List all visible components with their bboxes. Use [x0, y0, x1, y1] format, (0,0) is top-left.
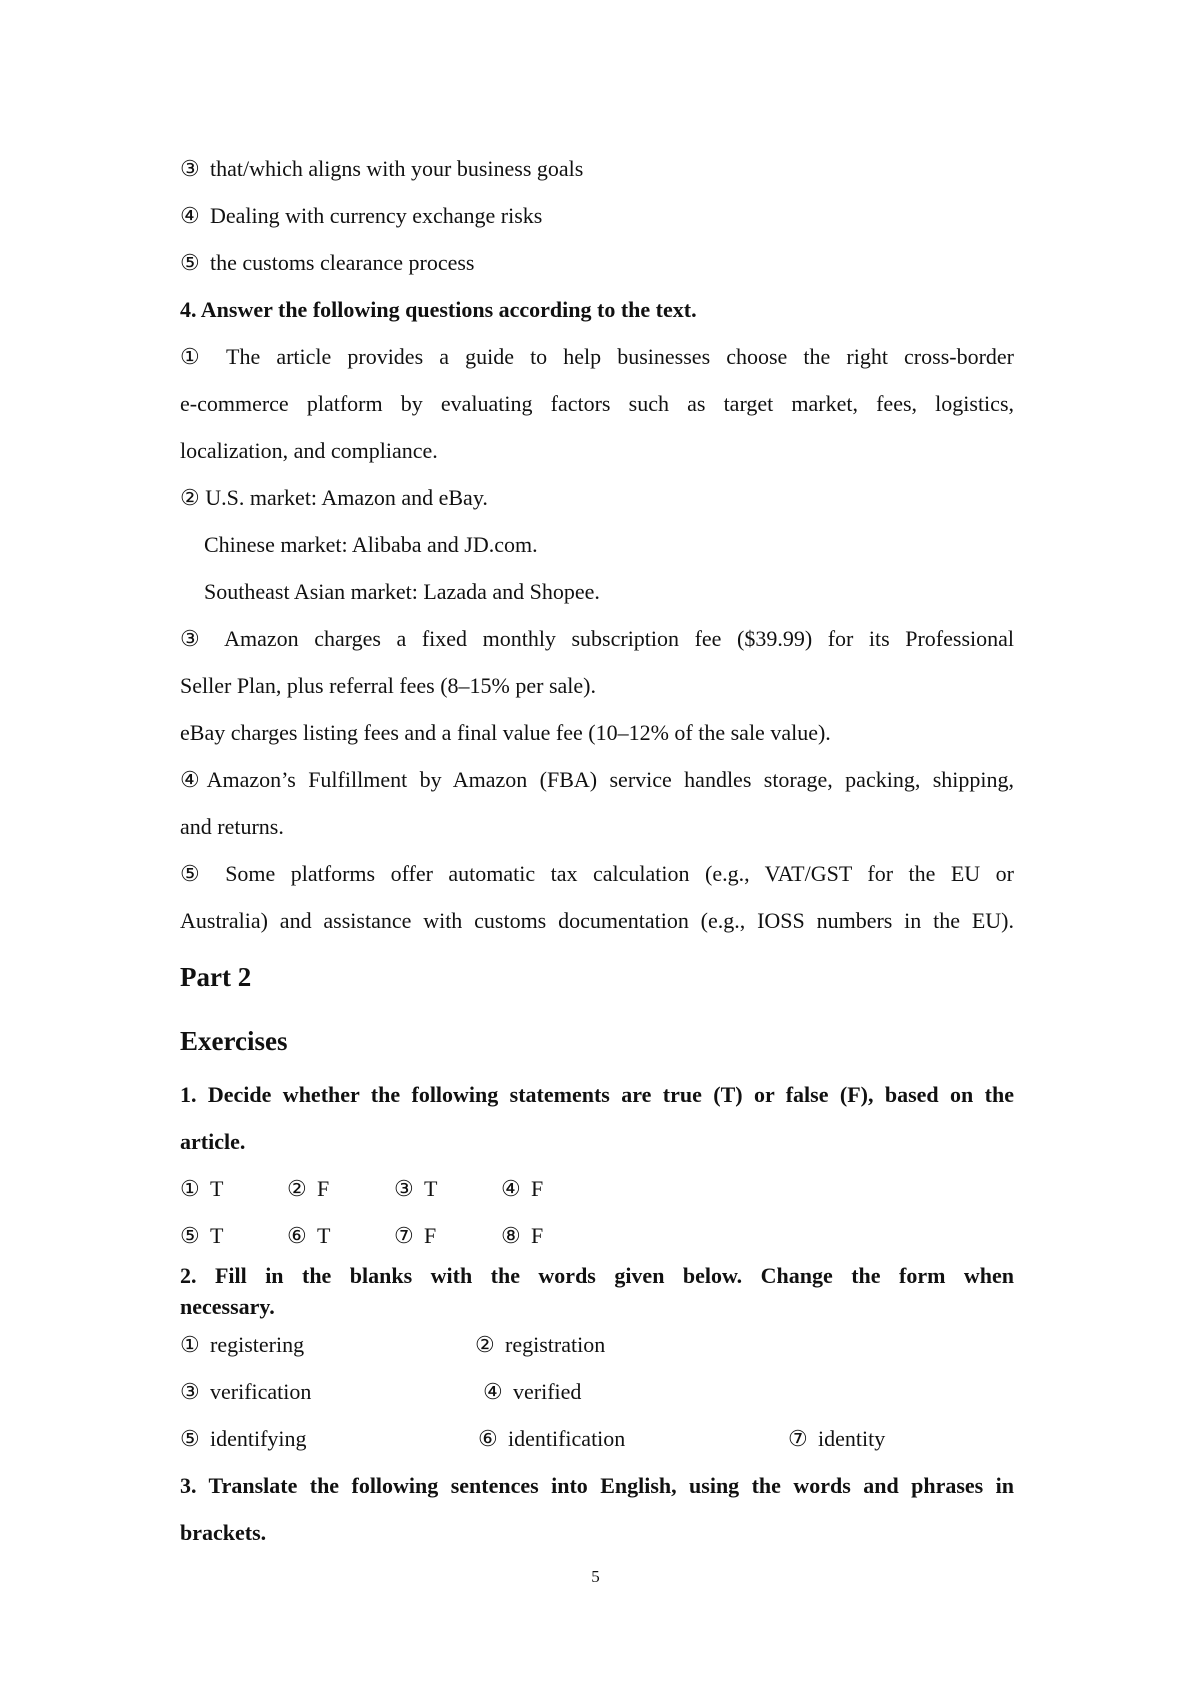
- answer-value: F: [424, 1223, 437, 1248]
- answer-line: ③ Amazon charges a fixed monthly subscription fee ($39.99) for its Professional: [180, 626, 1014, 651]
- tf-answer: [501, 1222, 543, 1250]
- answer-line: Seller Plan, plus referral fees (8–15% per sale).: [180, 673, 597, 698]
- answer-line: ⑤ Some platforms offer automatic tax calculation (e.g., VAT/GST for the EU or: [180, 861, 1014, 886]
- answer-value: T: [210, 1176, 224, 1201]
- answer-line: Southeast Asian market: Lazada and Shopee.: [204, 579, 600, 604]
- answer-value: T: [210, 1223, 224, 1248]
- answer-number: ①: [180, 1176, 200, 1201]
- answer-value: registration: [505, 1332, 606, 1357]
- word-answer: [180, 1331, 304, 1359]
- answer-number: ②: [287, 1176, 307, 1201]
- answer-value: F: [531, 1223, 544, 1248]
- exercise-heading: necessary.: [180, 1294, 275, 1319]
- answer-line: localization, and compliance.: [180, 438, 438, 463]
- answer-value: verified: [513, 1379, 582, 1404]
- answer-line: Australia) and assistance with customs documentation (e.g., IOSS numbers in the EU).: [180, 908, 1014, 933]
- exercises-title: Exercises: [180, 1026, 288, 1056]
- answer-value: F: [531, 1176, 544, 1201]
- answer-value: identity: [818, 1426, 886, 1451]
- word-answer: [180, 1425, 307, 1453]
- tf-answer: [394, 1175, 437, 1203]
- answer-number: ⑦: [394, 1223, 414, 1248]
- item-text: the customs clearance process: [210, 250, 475, 275]
- item-number: ③: [180, 156, 200, 181]
- exercise-heading: article.: [180, 1129, 246, 1154]
- answer-value: identification: [508, 1426, 626, 1451]
- answer-line: e-commerce platform by evaluating factors such as target market, fees, logistics,: [180, 391, 1014, 416]
- item-text: Dealing with currency exchange risks: [210, 203, 543, 228]
- answer-value: identifying: [210, 1426, 307, 1451]
- answer-line: ④Amazon’s Fulfillment by Amazon (FBA) service handles storage, packing, shipping,: [180, 767, 1014, 792]
- word-answer: [475, 1331, 605, 1359]
- answer-value: verification: [210, 1379, 312, 1404]
- answer-value: registering: [210, 1332, 305, 1357]
- answer-number: ⑤: [180, 1223, 200, 1248]
- item-number: ④: [180, 203, 200, 228]
- item-number: ⑤: [180, 250, 200, 275]
- answer-number: ①: [180, 1332, 200, 1357]
- exercise-heading: 1. Decide whether the following statements are true (T) or false (F), based on the: [180, 1082, 1014, 1107]
- page-number: 5: [591, 1567, 600, 1586]
- answer-value: T: [424, 1176, 438, 1201]
- word-answer: [483, 1378, 581, 1406]
- answer-number: ②: [475, 1332, 495, 1357]
- answer-number: ⑧: [501, 1223, 521, 1248]
- exercise-heading: brackets.: [180, 1520, 267, 1545]
- answer-number: ⑤: [180, 1426, 200, 1451]
- answer-line: ② U.S. market: Amazon and eBay.: [180, 485, 488, 510]
- section-heading: 4. Answer the following questions according to the text.: [180, 297, 697, 322]
- answer-value: F: [317, 1176, 330, 1201]
- tf-answer: [287, 1222, 330, 1250]
- list-item: [180, 202, 542, 230]
- exercise-heading: 3. Translate the following sentences into English, using the words and phrases in: [180, 1473, 1014, 1498]
- tf-answer: [394, 1222, 436, 1250]
- answer-line: ① The article provides a guide to help businesses choose the right cross-border: [180, 344, 1014, 369]
- answer-number: ⑦: [788, 1426, 808, 1451]
- answer-line: Chinese market: Alibaba and JD.com.: [204, 532, 538, 557]
- answer-number: ⑥: [478, 1426, 498, 1451]
- tf-answer: [287, 1175, 329, 1203]
- item-text: that/which aligns with your business goals: [210, 156, 584, 181]
- tf-answer: [501, 1175, 543, 1203]
- word-answer: [478, 1425, 625, 1453]
- list-item: [180, 249, 475, 277]
- answer-value: T: [317, 1223, 331, 1248]
- word-answer: [788, 1425, 885, 1453]
- tf-answer: [180, 1175, 223, 1203]
- list-item: [180, 155, 583, 183]
- answer-number: ⑥: [287, 1223, 307, 1248]
- word-answer: [180, 1378, 311, 1406]
- answer-number: ④: [501, 1176, 521, 1201]
- answer-number: ③: [180, 1379, 200, 1404]
- answer-number: ④: [483, 1379, 503, 1404]
- exercise-heading: 2. Fill in the blanks with the words given below. Change the form when: [180, 1263, 1014, 1288]
- part-title: Part 2: [180, 962, 252, 992]
- answer-line: and returns.: [180, 814, 284, 839]
- answer-number: ③: [394, 1176, 414, 1201]
- answer-line: eBay charges listing fees and a final value fee (10–12% of the sale value).: [180, 720, 831, 745]
- tf-answer: [180, 1222, 223, 1250]
